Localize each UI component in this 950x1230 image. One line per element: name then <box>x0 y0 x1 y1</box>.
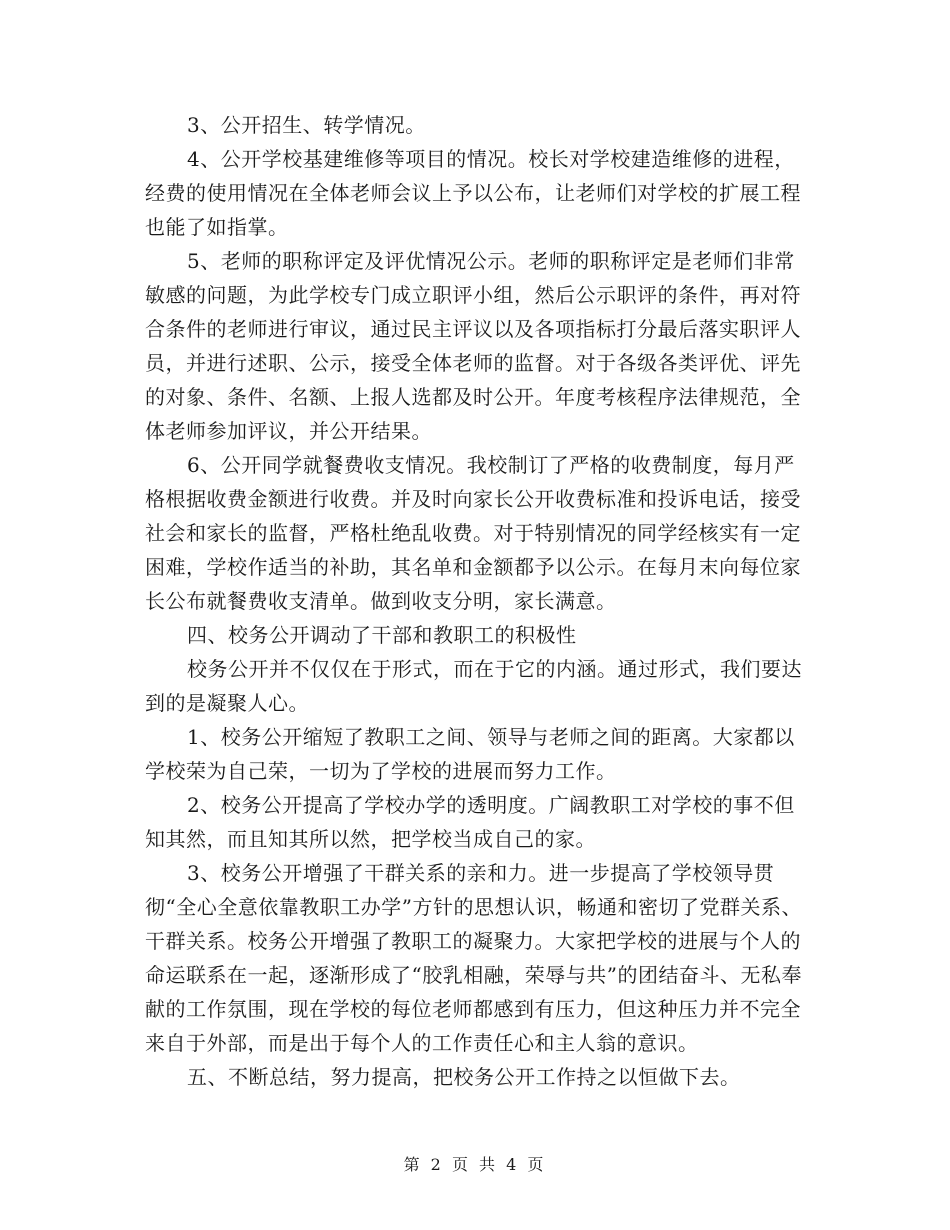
paragraph-section-4-intro: 校务公开并不仅仅在于形式，而在于它的内涵。通过形式，我们要达到的是凝聚人心。 <box>145 657 802 715</box>
paragraph-item-5-titles: 5、老师的职称评定及评优情况公示。老师的职称评定是老师们非常敏感的问题，为此学校专门成立职评小组，然后公示职评的条件，再对符合条件的老师进行审议，通过民主评议以及各项指标打分最后落实职评人员，并进行述职、公示，接受全体老师的监督。对于各级各类评优、评先的对象、条件、名额、上报人选都及时公开。年度考核程序法律规范，全体老师参加评议，并公开结果。 <box>145 249 801 443</box>
section-heading-4: 四、校务公开调动了干部和教职工的积极性 <box>187 623 577 647</box>
page-footer: 第 2 页 共 4 页 <box>403 1155 547 1174</box>
paragraph-item-3-enrollment: 3、公开招生、转学情况。 <box>187 113 426 137</box>
paragraph-item-6-meal-fees: 6、公开同学就餐费收支情况。我校制订了严格的收费制度，每月严格根据收费金额进行收费。并及时向家长公开收费标准和投诉电话，接受社会和家长的监督，严格杜绝乱收费。对于特别情况的同学经核实有一定困难，学校作适当的补助，其名单和金额都予以公示。在每月末向每位家长公布就餐费收支清单。做到收支分明，家长满意。 <box>145 453 801 613</box>
paragraph-point-2: 2、校务公开提高了学校办学的透明度。广阔教职工对学校的事不但知其然，而且知其所以然，把学校当成自己的家。 <box>145 793 795 851</box>
paragraph-item-4-construction: 4、公开学校基建维修等项目的情况。校长对学校建造维修的进程，经费的使用情况在全体老师会议上予以公布，让老师们对学校的扩展工程也能了如指掌。 <box>145 147 801 239</box>
paragraph-point-1: 1、校务公开缩短了教职工之间、领导与老师之间的距离。大家都以学校荣为自己荣，一切为了学校的进展而努力工作。 <box>145 725 795 783</box>
paragraph-point-3: 3、校务公开增强了干群关系的亲和力。进一步提高了学校领导贯彻“全心全意依靠教职工办学”方针的思想认识，畅通和密切了党群关系、干群关系。校务公开增强了教职工的凝聚力。大家把学校的进展与个人的命运联系在一起，逐渐形成了“胶乳相融，荣辱与共”的团结奋斗、无私奉献的工作氛围，现在学校的每位老师都感到有压力，但这种压力并不完全来自于外部，而是出于每个人的工作责任心和主人翁的意识。 <box>145 861 802 1055</box>
document-body <box>145 108 815 1094</box>
section-heading-5: 五、不断总结，努力提高，把校务公开工作持之以恒做下去。 <box>187 1065 741 1089</box>
